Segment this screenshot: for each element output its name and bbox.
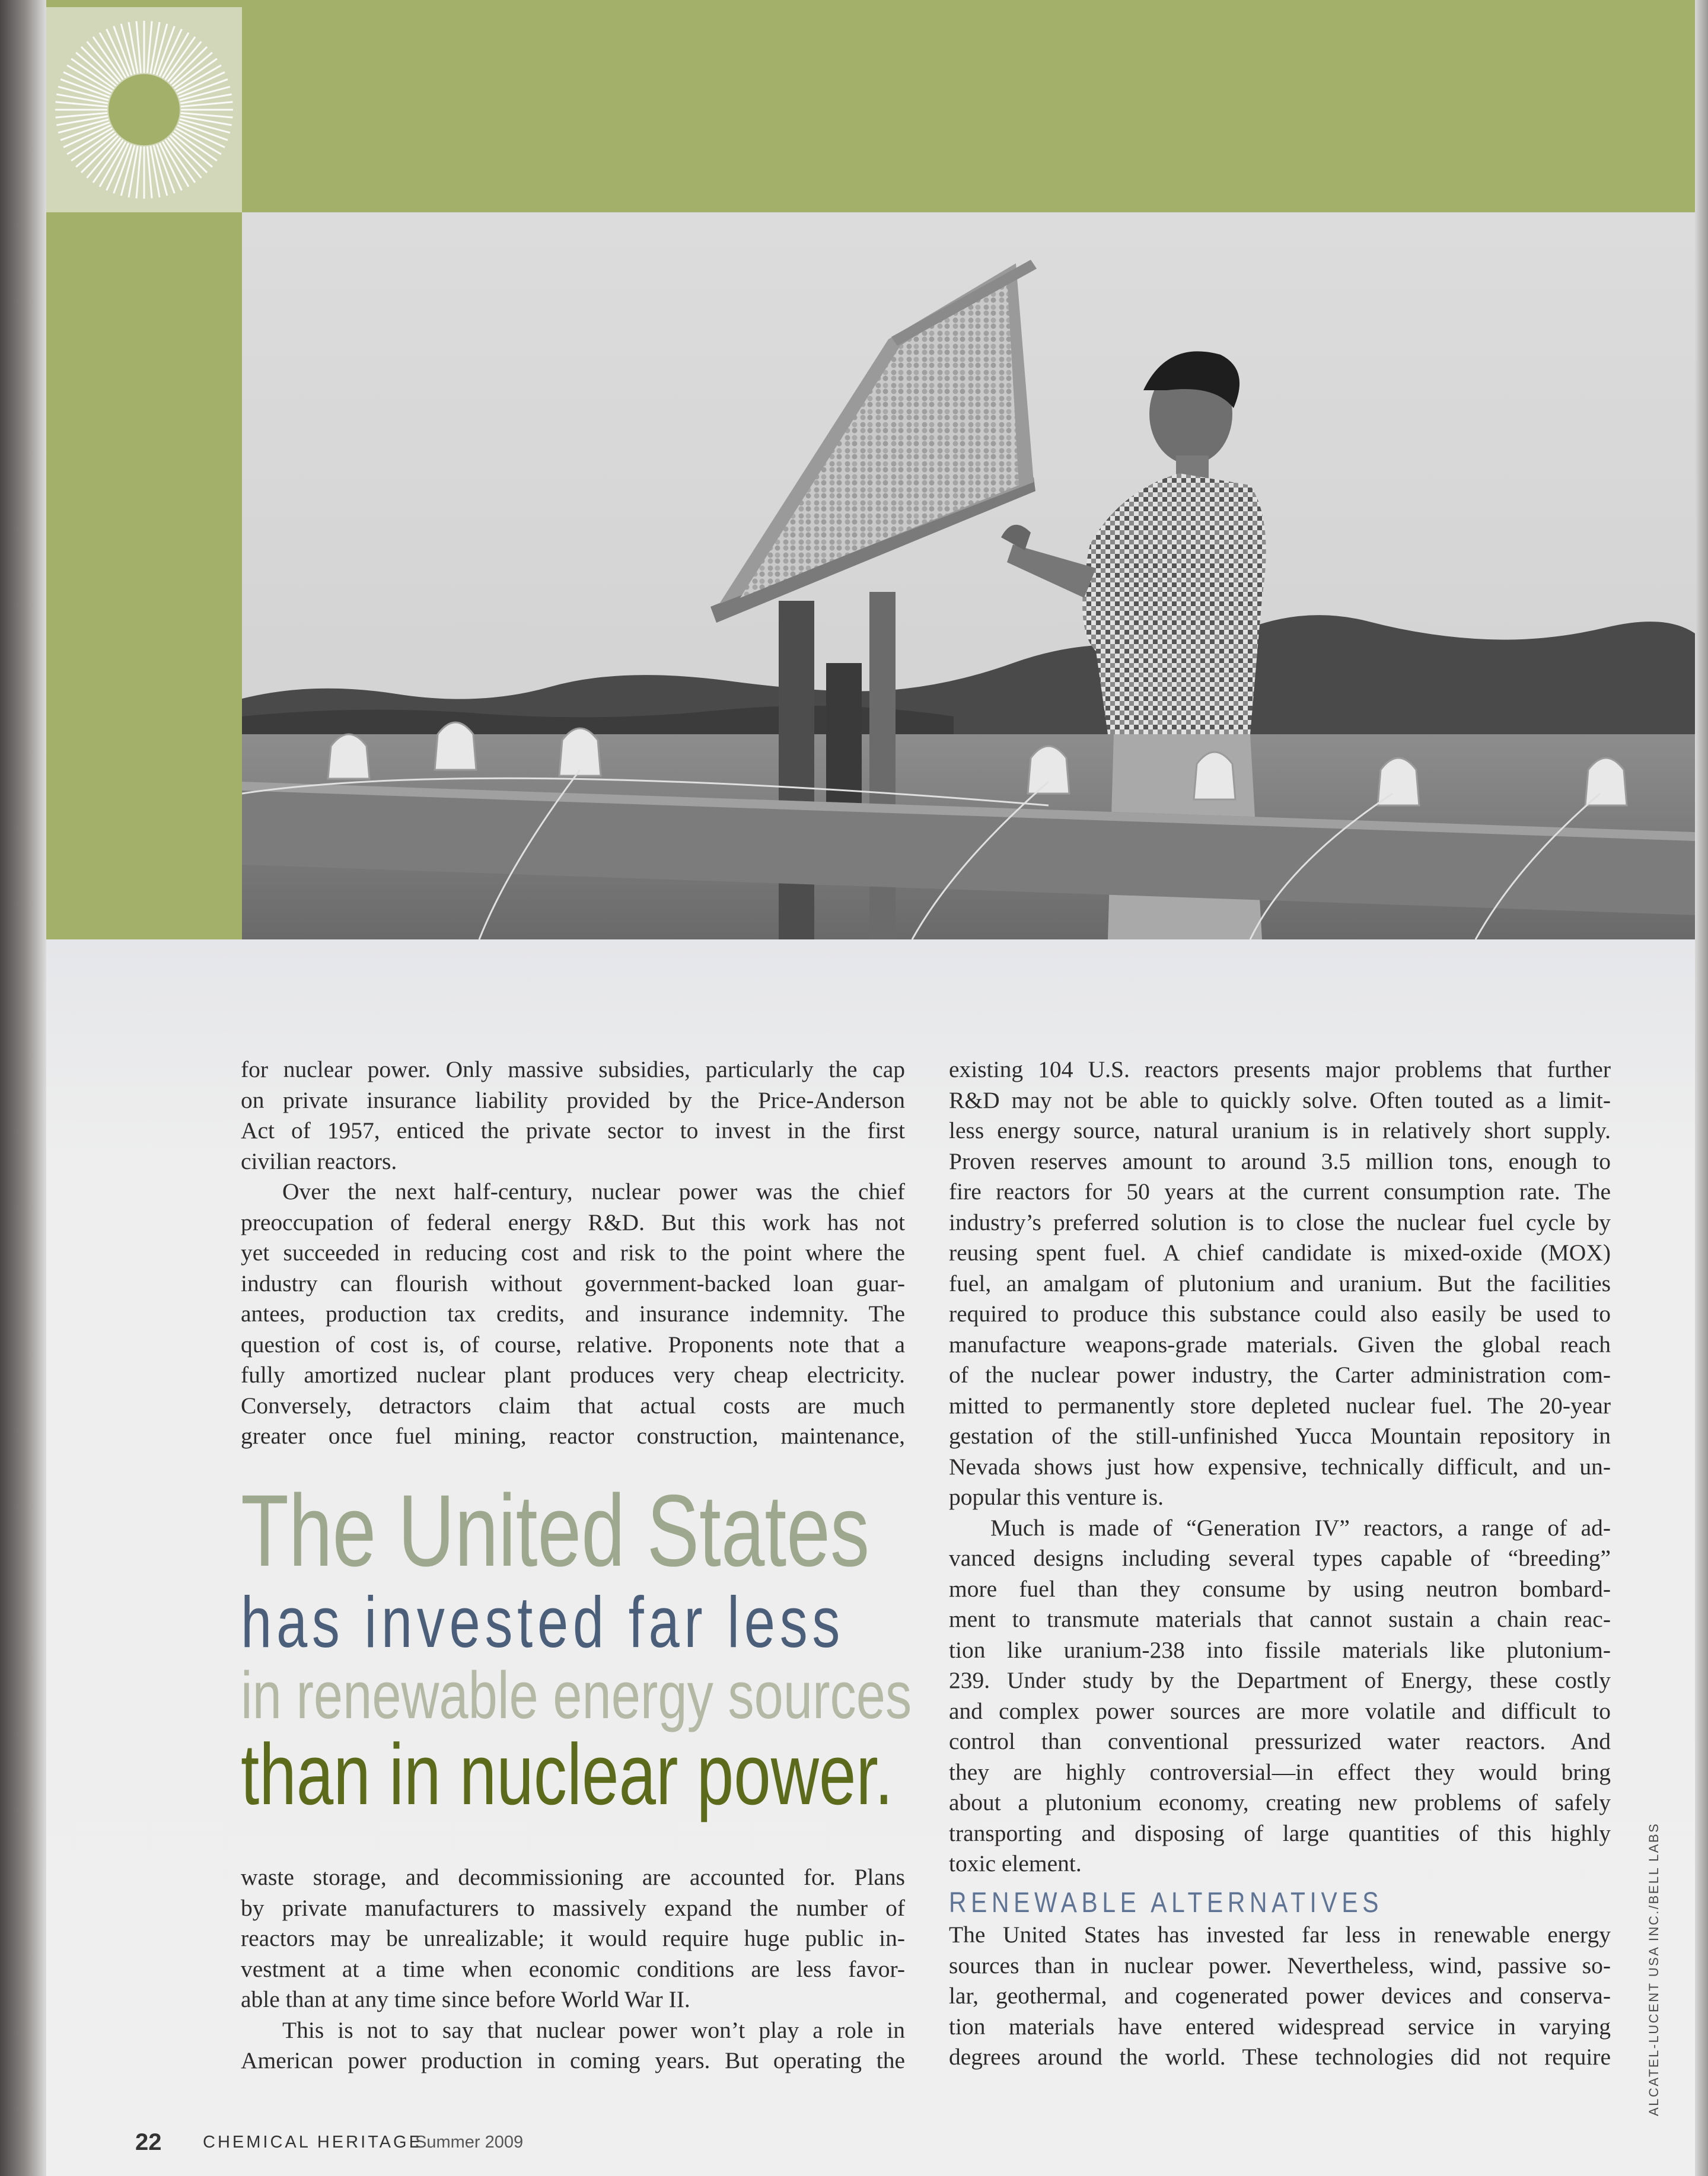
text-line: question of cost is, of course, relative. Proponents note that a	[241, 1331, 905, 1358]
text-line: Nevada shows just how expensive, technically difficult, and un-	[949, 1453, 1611, 1480]
text-line: able than at any time since before World War II.	[241, 1986, 690, 2012]
text-line: Much is made of “Generation IV” reactors, a range of ad-	[990, 1514, 1611, 1541]
text-line: of the nuclear power industry, the Carter administration com-	[949, 1362, 1611, 1388]
photo-illustration	[242, 212, 1695, 939]
header-color-band	[46, 0, 1695, 212]
text-line: American power production in coming years. But operating the	[241, 2047, 905, 2073]
solar-panel-photo	[242, 212, 1695, 939]
pull-quote	[241, 1474, 912, 1823]
text-line: Conversely, detractors claim that actual costs are much	[241, 1392, 905, 1419]
text-line: industry’s preferred solution is to close the nuclear fuel cycle by	[949, 1209, 1611, 1235]
text-line: yet succeeded in reducing cost and risk to the point where the	[241, 1240, 905, 1266]
page-number: 22	[135, 2129, 162, 2155]
text-line: ment to transmute materials that cannot sustain a chain reac-	[949, 1606, 1611, 1632]
text-line: preoccupation of federal energy R&D. But this work has not	[241, 1209, 905, 1235]
text-line: antees, production tax credits, and insurance indemnity. The	[241, 1301, 905, 1327]
text-line: for nuclear power. Only massive subsidies, particularly the cap	[241, 1056, 905, 1082]
section-subhead: RENEWABLE ALTERNATIVES	[949, 1887, 1384, 1919]
text-line: about a plutonium economy, creating new problems of safely	[949, 1789, 1611, 1815]
side-color-band	[46, 212, 242, 939]
text-line: control than conventional pressurized water reactors. And	[949, 1728, 1611, 1754]
text-line: on private insurance liability provided by the Price-Anderson	[241, 1087, 905, 1113]
sun-icon	[46, 7, 242, 212]
text-line: transporting and disposing of large quantities of this highly	[949, 1820, 1611, 1846]
pull-quote-line-2: has invested far less	[241, 1582, 845, 1662]
text-line: toxic element.	[949, 1850, 1082, 1876]
text-line: tion like uranium-238 into fissile materials like plutonium-	[949, 1636, 1611, 1663]
issue-date: Summer 2009	[415, 2133, 524, 2152]
text-line: lar, geothermal, and cogenerated power devices and conserva-	[949, 1983, 1611, 2009]
text-line: vestment at a time when economic conditions are less favor-	[241, 1955, 905, 1982]
text-line: 239. Under study by the Department of Energy, these costly	[949, 1667, 1611, 1693]
text-line: Proven reserves amount to around 3.5 million tons, enough to	[949, 1148, 1611, 1174]
text-line: Act of 1957, enticed the private sector to invest in the first	[241, 1117, 905, 1143]
text-line: civilian reactors.	[241, 1148, 397, 1174]
text-line: by private manufacturers to massively expand the number of	[241, 1894, 905, 1921]
text-line: sources than in nuclear power. Nevertheless, wind, passive so-	[949, 1952, 1611, 1979]
sunburst-ornament	[46, 7, 242, 212]
text-line: R&D may not be able to quickly solve. Often touted as a limit-	[949, 1087, 1611, 1113]
photo-credit: ALCATEL-LUCENT USA INC./BELL LABS	[1646, 1822, 1661, 2116]
text-line: Over the next half-century, nuclear power was the chief	[282, 1178, 905, 1205]
text-line: they are highly controversial—in effect they would bring	[949, 1758, 1611, 1785]
text-line: tion materials have entered widespread service in varying	[949, 2013, 1611, 2040]
text-line: mitted to permanently store depleted nuclear fuel. The 20-year	[949, 1392, 1611, 1419]
text-line: more fuel than they consume by using neutron bombard-	[949, 1575, 1611, 1602]
text-line: fire reactors for 50 years at the current consumption rate. The	[949, 1178, 1611, 1205]
publication-name: CHEMICAL HERITAGE	[203, 2133, 423, 2152]
text-line: industry can flourish without government-backed loan guar-	[241, 1270, 905, 1296]
right-column-bottom	[949, 1920, 1611, 2073]
text-line: degrees around the world. These technologies did not require	[949, 2044, 1611, 2070]
pull-quote-line-3: in renewable energy sources	[241, 1658, 912, 1732]
text-line: manufacture weapons-grade materials. Given the global reach	[949, 1331, 1611, 1358]
pull-quote-line-4: than in nuclear power.	[241, 1726, 893, 1823]
text-line: fuel, an amalgam of plutonium and uranium. But the facilities	[949, 1270, 1611, 1296]
text-line: This is not to say that nuclear power won’t play a role in	[282, 2016, 905, 2043]
text-line: fully amortized nuclear plant produces very cheap electricity.	[241, 1362, 905, 1388]
text-line: The United States has invested far less in renewable energy	[949, 1922, 1611, 1948]
text-line: existing 104 U.S. reactors presents major problems that further	[949, 1056, 1611, 1082]
left-column-bottom	[241, 1862, 905, 2076]
text-line: waste storage, and decommissioning are accounted for. Plans	[241, 1864, 905, 1890]
left-column-top	[241, 1054, 905, 1452]
text-line: reactors may be unrealizable; it would require huge public in-	[241, 1925, 905, 1951]
binding-gutter	[0, 0, 46, 2176]
text-line: popular this venture is.	[949, 1484, 1164, 1510]
text-line: and complex power sources are more volatile and difficult to	[949, 1697, 1611, 1724]
text-line: less energy source, natural uranium is in relatively short supply.	[949, 1117, 1611, 1143]
page-edge	[1695, 0, 1708, 2176]
pull-quote-line-1: The United States	[241, 1474, 870, 1588]
text-line: vanced designs including several types capable of “breeding”	[949, 1545, 1611, 1571]
text-line: required to produce this substance could also easily be used to	[949, 1301, 1611, 1327]
right-column-top	[949, 1054, 1611, 1879]
text-line: greater once fuel mining, reactor construction, maintenance,	[241, 1423, 905, 1449]
text-line: gestation of the still-unfinished Yucca Mountain repository in	[949, 1423, 1611, 1449]
text-line: reusing spent fuel. A chief candidate is mixed-oxide (MOX)	[949, 1240, 1611, 1266]
